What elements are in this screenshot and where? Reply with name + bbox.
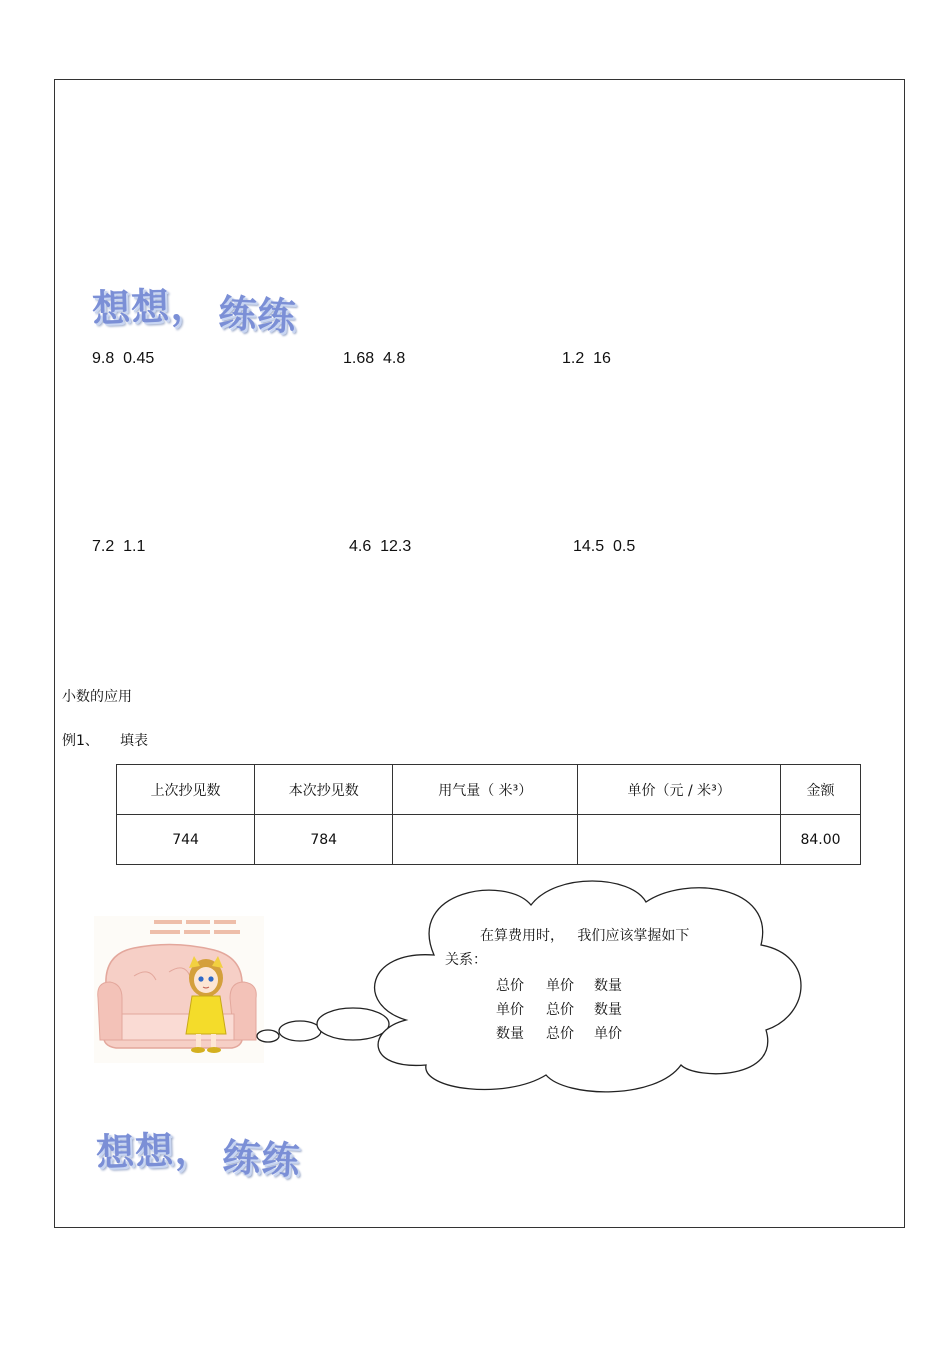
- girl-on-sofa-illustration: [94, 916, 264, 1063]
- cloud-text-line2: 关系：: [445, 952, 487, 968]
- table-cell: 84.00: [781, 815, 861, 865]
- relation-2-term1: 单价: [496, 1002, 524, 1018]
- table-cell: 784: [255, 815, 393, 865]
- table-cell: [393, 815, 578, 865]
- table-header-cell: 金额: [781, 765, 861, 815]
- practice-heading-part1: 想想，: [95, 1125, 214, 1176]
- table-header-cell: 单价（元 / 米³）: [578, 765, 781, 815]
- relation-3-term1: 数量: [496, 1026, 524, 1042]
- table-header-cell: 上次抄见数: [117, 765, 255, 815]
- practice-heading-bottom: [95, 1120, 302, 1183]
- gas-fee-table: [116, 764, 861, 865]
- practice-heading-part1: 想想，: [91, 281, 210, 332]
- exercise-1: 9.8 0.45: [92, 350, 155, 367]
- relation-2-term2: 总价: [546, 1002, 574, 1018]
- practice-heading-part2: 练练: [217, 289, 298, 339]
- relation-2-term3: 数量: [594, 1002, 622, 1018]
- exercise-3: 1.2 16: [562, 350, 611, 367]
- exercise-6: 14.5 0.5: [573, 538, 636, 555]
- table-cell: [578, 815, 781, 865]
- exercise-5: 4.6 12.3: [349, 538, 412, 555]
- table-header-cell: 用气量（ 米³）: [393, 765, 578, 815]
- relation-3-term2: 总价: [546, 1026, 574, 1042]
- relation-3-term3: 单价: [594, 1026, 622, 1042]
- example-task: 填表: [120, 733, 148, 749]
- practice-heading-top: [91, 276, 298, 339]
- section-title: 小数的应用: [62, 689, 132, 705]
- exercise-2: 1.68 4.8: [343, 350, 406, 367]
- thought-cloud: [256, 880, 806, 1095]
- table-header-row: [117, 765, 861, 815]
- table-row: [117, 815, 861, 865]
- relation-1-term1: 总价: [496, 978, 524, 994]
- relation-1-term3: 数量: [594, 978, 622, 994]
- example-label: 例1、: [62, 733, 99, 749]
- cloud-text-line1: 在算费用时， 我们应该掌握如下: [480, 928, 690, 944]
- relation-1-term2: 单价: [546, 978, 574, 994]
- exercise-4: 7.2 1.1: [92, 538, 146, 555]
- practice-heading-part2: 练练: [221, 1133, 302, 1183]
- table-header-cell: 本次抄见数: [255, 765, 393, 815]
- table-cell: 744: [117, 815, 255, 865]
